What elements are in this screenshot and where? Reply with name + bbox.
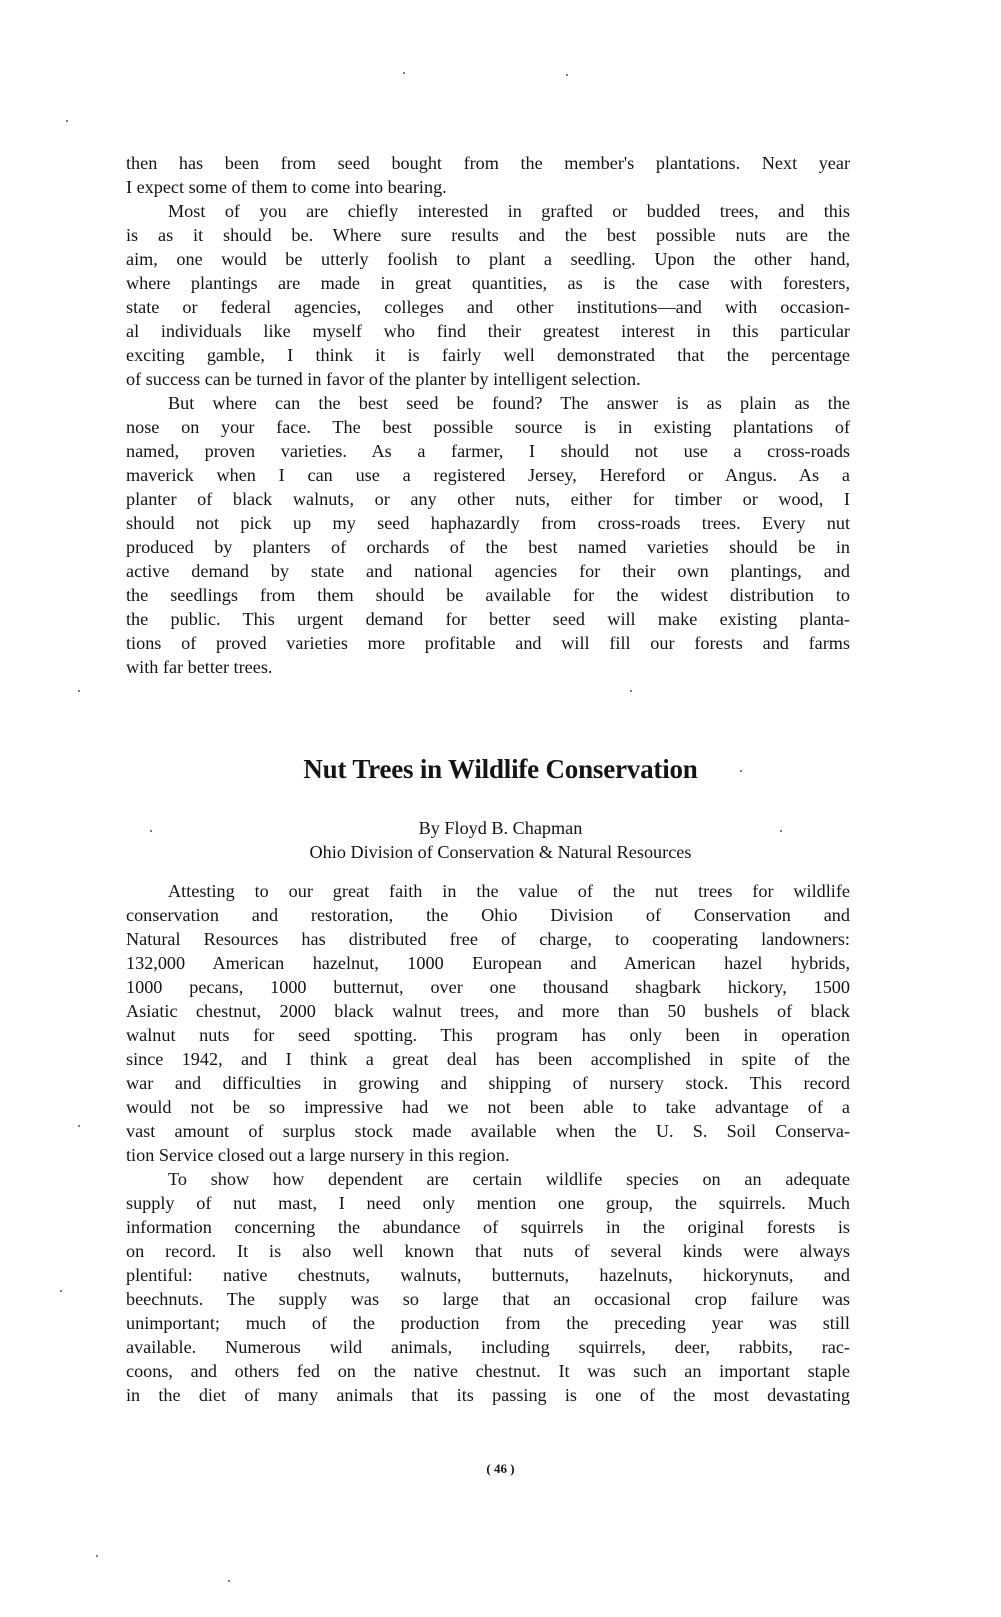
text-line: vast amount of surplus stock made available when the U. S. Soil Conserva- xyxy=(126,1121,850,1141)
text-line: of success can be turned in favor of the planter by intelligent selection. xyxy=(126,369,641,389)
scan-speck xyxy=(740,770,742,772)
text-line: then has been from seed bought from the member's plantations. Next year xyxy=(126,153,850,173)
paragraph-continued-3 xyxy=(126,391,850,679)
text-line: the seedlings from them should be available for the widest distribution to xyxy=(126,585,850,605)
text-line: since 1942, and I think a great deal has been accomplished in spite of the xyxy=(126,1049,850,1069)
text-line: nose on your face. The best possible source is in existing plantations of xyxy=(126,417,850,437)
text-line: supply of nut mast, I need only mention one group, the squirrels. Much xyxy=(126,1193,850,1213)
text-line: tions of proved varieties more profitable and will fill our forests and farms xyxy=(126,633,850,653)
text-line: coons, and others fed on the native chestnut. It was such an important staple xyxy=(126,1361,850,1381)
paragraph-continued-1 xyxy=(126,151,850,199)
text-line: maverick when I can use a registered Jersey, Hereford or Angus. As a xyxy=(126,465,850,485)
article-byline: By Floyd B. Chapman xyxy=(418,818,583,838)
scan-speck xyxy=(403,72,405,74)
text-line: beechnuts. The supply was so large that an occasional crop failure was xyxy=(126,1289,850,1309)
text-line: would not be so impressive had we not been able to take advantage of a xyxy=(126,1097,850,1117)
text-line: war and difficulties in growing and shipping of nursery stock. This record xyxy=(126,1073,850,1093)
text-line: Attesting to our great faith in the value of the nut trees for wildlife xyxy=(168,881,850,901)
text-line: But where can the best seed be found? The answer is as plain as the xyxy=(168,393,850,413)
page-number: ( 46 ) xyxy=(486,1461,515,1476)
text-line: To show how dependent are certain wildlife species on an adequate xyxy=(168,1169,850,1189)
paragraph-continued-2 xyxy=(126,199,850,391)
text-line: the public. This urgent demand for better seed will make existing planta- xyxy=(126,609,850,629)
article-title: Nut Trees in Wildlife Conservation xyxy=(303,754,698,784)
text-line: produced by planters of orchards of the best named varieties should be in xyxy=(126,537,850,557)
text-line: al individuals like myself who find their greatest interest in this particular xyxy=(126,321,850,341)
text-line: where plantings are made in great quantities, as is the case with foresters, xyxy=(126,273,850,293)
scan-speck xyxy=(566,74,568,76)
text-line: tion Service closed out a large nursery in this region. xyxy=(126,1145,510,1165)
text-line: conservation and restoration, the Ohio Division of Conservation and xyxy=(126,905,850,925)
text-line: information concerning the abundance of squirrels in the original forests is xyxy=(126,1217,850,1237)
scan-speck xyxy=(228,1580,230,1582)
text-line: exciting gamble, I think it is fairly well demonstrated that the percentage xyxy=(126,345,850,365)
text-line: plentiful: native chestnuts, walnuts, butternuts, hazelnuts, hickorynuts, and xyxy=(126,1265,850,1285)
text-line: on record. It is also well known that nuts of several kinds were always xyxy=(126,1241,850,1261)
text-line: planter of black walnuts, or any other nuts, either for timber or wood, I xyxy=(126,489,850,509)
text-line: with far better trees. xyxy=(126,657,273,677)
text-line: unimportant; much of the production from the preceding year was still xyxy=(126,1313,850,1333)
text-line: 1000 pecans, 1000 butternut, over one thousand shagbark hickory, 1500 xyxy=(126,977,850,997)
text-line: 132,000 American hazelnut, 1000 European and American hazel hybrids, xyxy=(126,953,850,973)
text-line: should not pick up my seed haphazardly from cross-roads trees. Every nut xyxy=(126,513,850,533)
scan-speck xyxy=(150,830,152,832)
text-line: in the diet of many animals that its passing is one of the most devastating xyxy=(126,1385,850,1405)
text-line: aim, one would be utterly foolish to plant a seedling. Upon the other hand, xyxy=(126,249,850,269)
text-line: walnut nuts for seed spotting. This program has only been in operation xyxy=(126,1025,850,1045)
article-paragraph-2 xyxy=(126,1167,850,1407)
text-line: available. Numerous wild animals, including squirrels, deer, rabbits, rac- xyxy=(126,1337,850,1357)
text-line: I expect some of them to come into bearing. xyxy=(126,177,447,197)
scan-speck xyxy=(630,690,632,692)
scan-speck xyxy=(96,1555,98,1557)
text-line: active demand by state and national agencies for their own plantings, and xyxy=(126,561,850,581)
scan-speck xyxy=(78,1125,80,1127)
scan-speck xyxy=(78,690,80,692)
text-line: Natural Resources has distributed free of charge, to cooperating landowners: xyxy=(126,929,850,949)
scan-speck xyxy=(60,1290,62,1292)
article-affiliation: Ohio Division of Conservation & Natural Resources xyxy=(309,842,692,862)
text-line: Most of you are chiefly interested in grafted or budded trees, and this xyxy=(168,201,850,221)
scan-speck xyxy=(66,120,68,122)
text-line: Asiatic chestnut, 2000 black walnut trees, and more than 50 bushels of black xyxy=(126,1001,850,1021)
text-line: named, proven varieties. As a farmer, I should not use a cross-roads xyxy=(126,441,850,461)
text-line: is as it should be. Where sure results and the best possible nuts are the xyxy=(126,225,850,245)
scan-speck xyxy=(780,830,782,832)
article-paragraph-1 xyxy=(126,879,850,1167)
text-line: state or federal agencies, colleges and other institutions—and with occasion- xyxy=(126,297,850,317)
